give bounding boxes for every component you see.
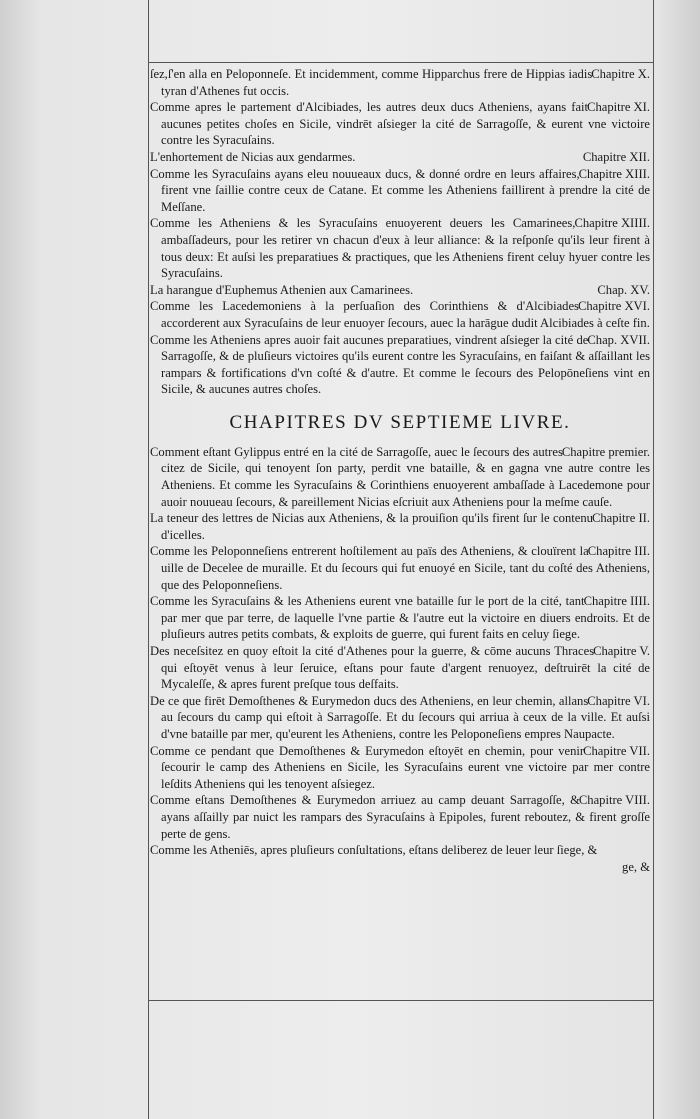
- chapter-number: Chapitre X.: [591, 67, 650, 81]
- toc-entry: [150, 99, 650, 149]
- entry-text: Comme apres le partement d'Alcibiades, les autres deux ducs Atheniens, ayans fait aucunes petites choſes en Sicile, vindrēt aſsieger la cité de Sarragoſſe, & eurent vne victoire contre les Syracuſains.: [150, 100, 650, 148]
- chapter-number: Chapitre II.: [591, 511, 650, 526]
- chapter-number: Chapitre premier.: [561, 444, 650, 459]
- entry-text: De ce que firēt Demoſthenes & Eurymedon ducs des Atheniens, en leur chemin, allans au ſecours du camp qui eſtoit à Sarragoſſe. Et du ſecours qui arriua à ceux de la ville. Et auſsi d'vne bataille par mer, qu'eurent les Atheniens, contre les Peloponeſiens empres Naupacte.: [150, 693, 650, 741]
- margin-rule-bottom: [148, 1000, 654, 1001]
- toc-entry: [150, 298, 650, 331]
- toc-entry: [150, 693, 650, 743]
- entry-text: Comme les Peloponneſiens entrerent hoſtilement au païs des Atheniens, & clouïrent la uille de Decelee de muraille. Et du ſecours qui fut enuoyé en Sicile, tant du coſté des Atheniens, que des Peloponneſiens.: [150, 544, 650, 592]
- toc-entry: [150, 444, 650, 510]
- section-heading: CHAPITRES DV SEPTIEME LIVRE.: [229, 411, 571, 433]
- chapter-number: Chapitre XI.: [587, 100, 650, 115]
- entry-text: Comme ce pendant que Demoſthenes & Eurymedon eſtoyēt en chemin, pour venir ſecourir le camp des Atheniens en Sicile, les Syracuſains eurent vne victoire par mer contre leſdits Atheniens qui les tenoyent aſsiegez.: [150, 743, 650, 791]
- seventh-book-entries: [150, 444, 650, 859]
- entry-text: Comment eſtant Gylippus entré en la cité de Sarragoſſe, auec le ſecours des autres citez de Sicile, qui tenoyent ſon party, perdit vne bataille, & en gagna vne autre contre les Atheniens. Et comme les Syracuſains & Corinthiens enuoyerent ambaſſade à Lacedemone pour auoir nouueau ſecours, & pareillement Nicias eſcriuit aux Atheniens pour la meſme cauſe.: [150, 444, 650, 509]
- chapter-number: Chapitre XIII.: [578, 166, 650, 181]
- toc-entry: [150, 149, 650, 166]
- entry-text: Comme les Atheniens & les Syracuſains enuoyerent deuers les Camarinees, ambaſſadeurs, pour les retirer vn chacun d'eux à leur alliance: & la reſponſe qu'ils leur firent à tous deux: Et auſsi les preparatiues & practiques, que les Atheniens firent celuy hyuer contre les Syracuſains.: [150, 216, 650, 281]
- chapter-number: Chapitre VIII.: [578, 793, 650, 808]
- chapter-number: Chap. XVII.: [587, 332, 650, 347]
- chapter-number: Chapitre XIIII.: [574, 216, 650, 231]
- entry-text: Comme les Syracuſains & les Atheniens eurent vne bataille ſur le port de la cité, tant par mer que par terre, de laquelle l'vne partie & l'autre eut la victoire en diuers endroits. Et de pluſieurs autres petits combats, & exploits de guerre, qui furent faits en celuy ſiege.: [150, 594, 650, 642]
- margin-rule-top: [148, 62, 654, 63]
- margin-rule-left: [148, 0, 149, 1119]
- entry-text: Des neceſsitez en quoy eſtoit la cité d'Athenes pour la guerre, & cōme aucuns Thraces qui eſtoyēt venus à leur ſeruice, eſtans pour faute d'argent renuoyez, deſtruirēt la cité de Mycaleſſe, & apres furent preſque tous deſfaits.: [150, 644, 650, 692]
- toc-entry: [150, 332, 650, 398]
- chapter-number: Chap. XV.: [597, 282, 650, 297]
- toc-entry: [150, 282, 650, 299]
- chapter-number: Chapitre III.: [587, 544, 650, 559]
- toc-entry: [150, 792, 650, 842]
- toc-entry: [150, 593, 650, 643]
- toc-entry: [150, 743, 650, 793]
- toc-entry: [150, 543, 650, 593]
- margin-rule-right: [653, 0, 654, 1119]
- entry-text: ſez,ſ'en alla en Peloponneſe. Et incidemment, comme Hipparchus frere de Hippias iadis tyran d'Athenes fut occis.: [150, 67, 593, 98]
- toc-entry: [150, 215, 650, 281]
- toc-entry: [150, 510, 650, 543]
- entry-text: La teneur des lettres de Nicias aux Atheniens, & la prouiſion qu'ils firent ſur le contenu d'icelles.: [150, 511, 593, 542]
- chapter-number: Chapitre V.: [593, 644, 650, 658]
- entry-text: Comme les Atheniens apres auoir fait aucunes preparatiues, vindrent aſsieger la cité de Sarragoſſe, & de pluſieurs victoires qu'ils eurent contre les Syracuſains, en faiſant & aſſaillant les rampars & fortifications d'vn coſté & d'autre. Et comme le ſecours des Pelopōneſiens vint en Sicile, & aucunes autres choſes.: [150, 332, 650, 397]
- catchword: ge, &: [622, 859, 650, 874]
- toc-entry: [150, 842, 650, 859]
- chapter-number: Chapitre XVI.: [577, 299, 650, 314]
- chapter-number: Chapitre VI.: [587, 693, 650, 708]
- chapter-number: Chapitre VII.: [583, 743, 650, 758]
- entry-text: Comme eſtans Demoſthenes & Eurymedon arriuez au camp deuant Sarragoſſe, & ayans aſſailly par nuict les rampars des Syracuſains à Epipoles, furent reboutez, & firent groſſe perte de gens.: [150, 793, 650, 841]
- entry-text: La harangue d'Euphemus Athenien aux Camarinees.: [150, 282, 414, 297]
- entry-text: Comme les Atheniēs, apres pluſieurs conſultations, eſtans deliberez de leuer leur ſiege, &: [150, 843, 598, 858]
- entry-text: L'enhortement de Nicias aux gendarmes.: [150, 149, 356, 164]
- chapter-number: Chapitre XII.: [582, 149, 650, 164]
- entry-text: Comme les Lacedemoniens à la perſuaſion des Corinthiens & d'Alcibiades accorderent aux Syracuſains de leur enuoyer ſecours, auec la harāgue dudit Alcibiades à ceſte fin.: [150, 299, 650, 330]
- table-of-contents: [150, 66, 650, 875]
- preceding-entries: [150, 66, 650, 398]
- entry-text: Comme les Syracuſains ayans eleu nouueaux ducs, & donné ordre en leurs affaires, firent vne ſaillie contre ceux de Catane. Et comme les Atheniens faillirent à prendre la cité de Meſſane.: [150, 166, 650, 214]
- toc-entry: [150, 643, 650, 693]
- chapter-number: Chapitre IIII.: [583, 594, 650, 609]
- toc-entry: [150, 66, 650, 99]
- toc-entry: [150, 166, 650, 216]
